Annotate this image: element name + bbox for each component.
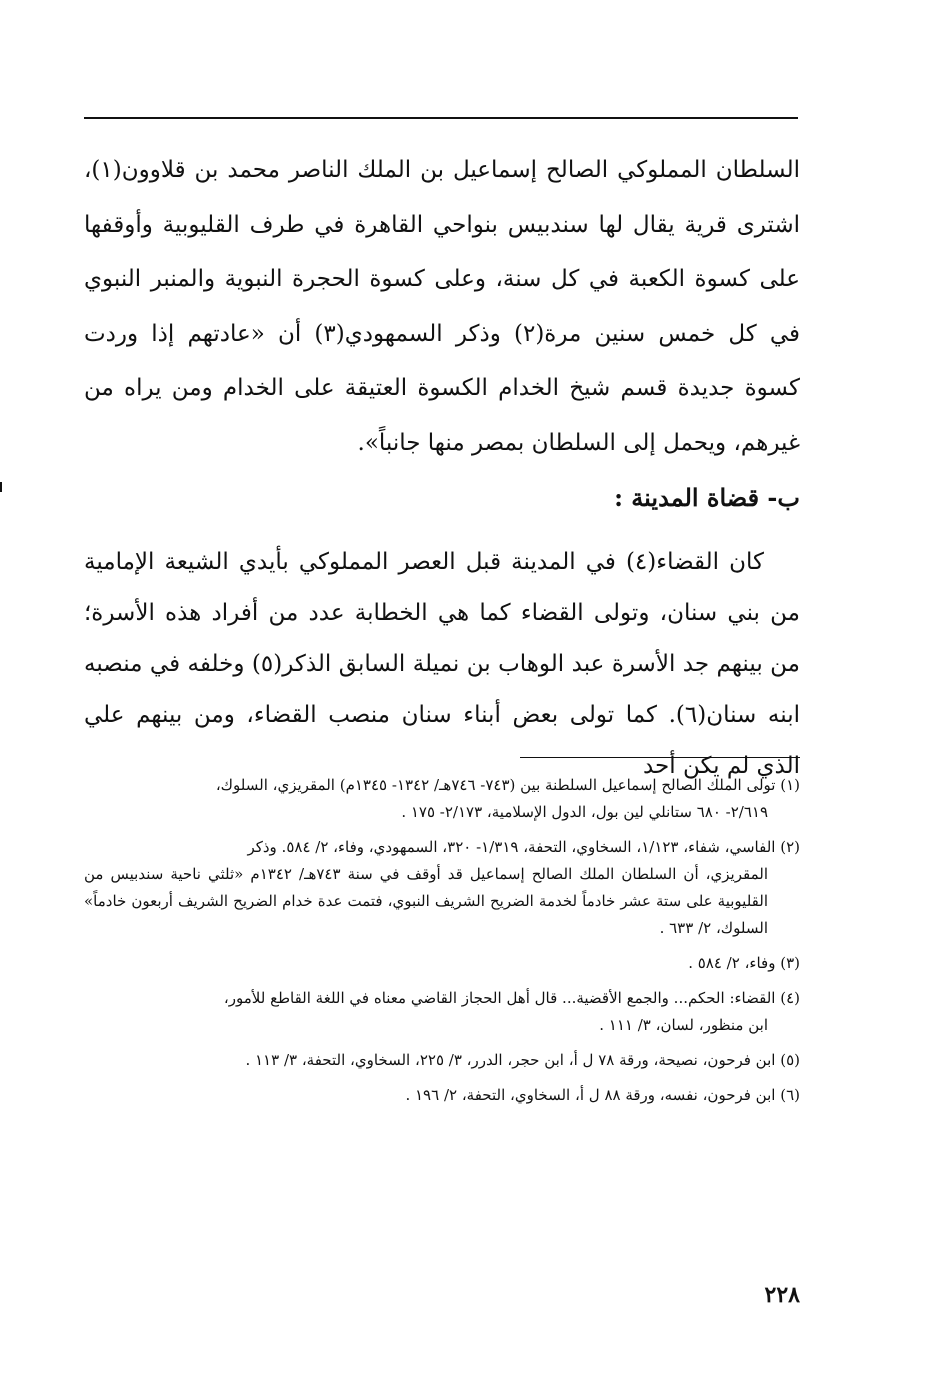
footnote-rule [520, 757, 800, 758]
footnote-5-first: (٥) ابن فرحون، نصيحة، ورقة ٧٨ ل أ، ابن حجر، الدرر، ٣/ ٢٢٥، السخاوي، التحفة، ٣/ ١١٣ . [245, 1051, 800, 1069]
footnote-1-rest: ٢/٦١٩- ٦٨٠ ستانلي لين بول، الدول الإسلامية، ٢/١٧٣- ١٧٥ . [401, 803, 768, 821]
paragraph-2: كان القضاء(٤) في المدينة قبل العصر المملوكي بأيدي الشيعة الإمامية من بني سنان، وتولى القضاء كما هي الخطابة عدد من أفراد هذه الأسرة؛ من بينهم جد الأسرة عبد الوهاب بن نميلة السابق الذكر(٥) وخلفه في منصبه ابنه سنان(٦). كما تولى بعض أبناء سنان منصب القضاء، ومن بينهم علي الذي لم يكن أحد [84, 549, 800, 779]
footnote-4 [84, 985, 800, 1039]
main-text [84, 143, 800, 470]
paragraph-1: السلطان المملوكي الصالح إسماعيل بن الملك الناصر محمد بن قلاوون(١)، اشترى قرية يقال لها سندبيس بنواحي القاهرة في طرف القليوبية وأوقفها على كسوة الكعبة في كل سنة، وعلى كسوة الحجرة النبوية والمنبر النبوي في كل خمس سنين مرة(٢) وذكر السمهودي(٣) أن «عادتهم إذا وردت كسوة جديدة قسم شيخ الخدام الكسوة العتيقة على الخدام ومن يراه من غيرهم، ويحمل إلى السلطان بمصر منها جانباً». [84, 157, 801, 456]
footnote-6-first: (٦) ابن فرحون، نفسه، ورقة ٨٨ ل أ، السخاوي، التحفة، ٢/ ١٩٦ . [405, 1086, 800, 1104]
footnote-6 [84, 1082, 800, 1109]
footnote-1-first: (١) تولى الملك الصالح إسماعيل السلطنة بين (٧٤٣- ٧٤٦هـ/ ١٣٤٢- ١٣٤٥م) المقريزي، السلوك، [215, 776, 800, 794]
footnote-3-first: (٣) وفاء، ٢/ ٥٨٤ . [688, 954, 800, 972]
page-number: ٢٢٨ [764, 1282, 800, 1308]
footnote-2-first: (٢) الفاسي، شفاء، ١/١٢٣، السخاوي، التحفة، ١/٣١٩- ٣٢٠، السمهودي، وفاء، ٢/ ٥٨٤. وذكر [247, 838, 800, 856]
margin-mark [0, 482, 2, 492]
footnote-4-first: (٤) القضاء: الحكم... والجمع الأقضية... قال أهل الحجاز القاضي معناه في اللغة القاطع للأمور، [223, 989, 800, 1007]
footnote-1 [84, 772, 800, 826]
header-rule [84, 117, 798, 119]
footnote-4-rest: ابن منظور، لسان، ٣/ ١١١ . [599, 1016, 768, 1034]
footnote-2-rest: المقريزي، أن السلطان الملك الصالح إسماعيل قد أوقف في سنة ٧٤٣هـ/ ١٣٤٢م «ثلثي ناحية سندبيس من القليوبية على ستة عشر خادماً لخدمة الضريح الشريف النبوي، فتمت عدة خدام الضريح الشريف أربعون خادماً» السلوك، ٢/ ٦٣٣ . [84, 865, 768, 937]
footnote-5 [84, 1047, 800, 1074]
section-heading: ب- قضاة المدينة : [614, 483, 800, 512]
footnote-2 [84, 834, 800, 942]
footnotes [84, 772, 800, 1117]
footnote-3 [84, 950, 800, 977]
